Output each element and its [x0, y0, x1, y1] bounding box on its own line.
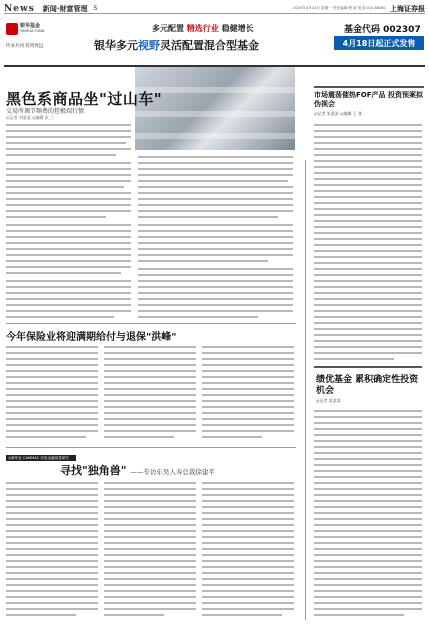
article1-title: 黑色系商品坐"过山车" — [6, 90, 163, 108]
logo-sub: YINHUA FUND — [20, 28, 45, 33]
section-title: 新闻·财富管理 — [42, 4, 88, 13]
article3-title-block — [60, 462, 215, 478]
side-article-byline: ◎记者 朱某某 ◎编辑 王 某 — [314, 110, 363, 116]
fund-advertisement — [4, 17, 425, 67]
article3-title: 寻找"独角兽" — [60, 464, 127, 477]
launch-date-badge: 4月18日起正式发售 — [334, 36, 424, 50]
article4-title: 绩优基金 累积确定性投资机会 — [316, 375, 419, 396]
ad-slogan: 传承共同 投资致远 — [6, 44, 44, 49]
side-article — [314, 86, 424, 118]
logo-mark-icon — [6, 23, 18, 35]
fund-logo — [6, 21, 62, 37]
issue-meta: 2020年4月13日 星期一 责任编辑:程 硕 电话:010-88061 — [293, 6, 386, 10]
masthead: News — [4, 3, 35, 14]
divider — [314, 366, 422, 368]
article3-subtitle: ——专访东吴人寿总裁徐建平 — [130, 468, 215, 476]
article1-subtitle: 交易所调节频费的控极端行情 — [6, 108, 85, 115]
page-header — [4, 4, 425, 14]
divider — [6, 323, 296, 324]
column-rule — [305, 160, 306, 620]
fund-code: 基金代码 002307 — [344, 25, 421, 35]
article4-byline: ◎记者 某某某 — [316, 397, 341, 403]
ad-feature-1: 多元配置 — [152, 24, 184, 33]
article1-byline: ◎记者 刘某某 ◎编辑 张 三 — [6, 115, 55, 120]
article4-title-block — [316, 375, 422, 403]
ad-features — [152, 23, 254, 34]
fund-name — [94, 37, 259, 53]
ad-feature-3: 稳健增长 — [221, 24, 254, 33]
article2-title: 今年保险业将迎满期给付与退保"洪峰" — [6, 332, 177, 343]
side-article-title: 市场震荡催热FOF产品 投资预案拟伪视会 — [314, 91, 423, 108]
fund-name-a: 银华多元 — [94, 39, 138, 52]
logo-text: 银华基金 — [20, 23, 41, 30]
fund-name-c: 灵活配置混合型基金 — [160, 39, 259, 52]
fund-name-b: 视野 — [138, 39, 160, 52]
ad-feature-2: 精选行业 — [186, 24, 219, 33]
article3-banner: ◎新华社 CAMMAC 央视金融财富研究 — [6, 455, 76, 461]
page-number: 5 — [93, 5, 98, 12]
divider — [6, 447, 296, 448]
paper-name: 上海证券报 — [390, 3, 425, 13]
